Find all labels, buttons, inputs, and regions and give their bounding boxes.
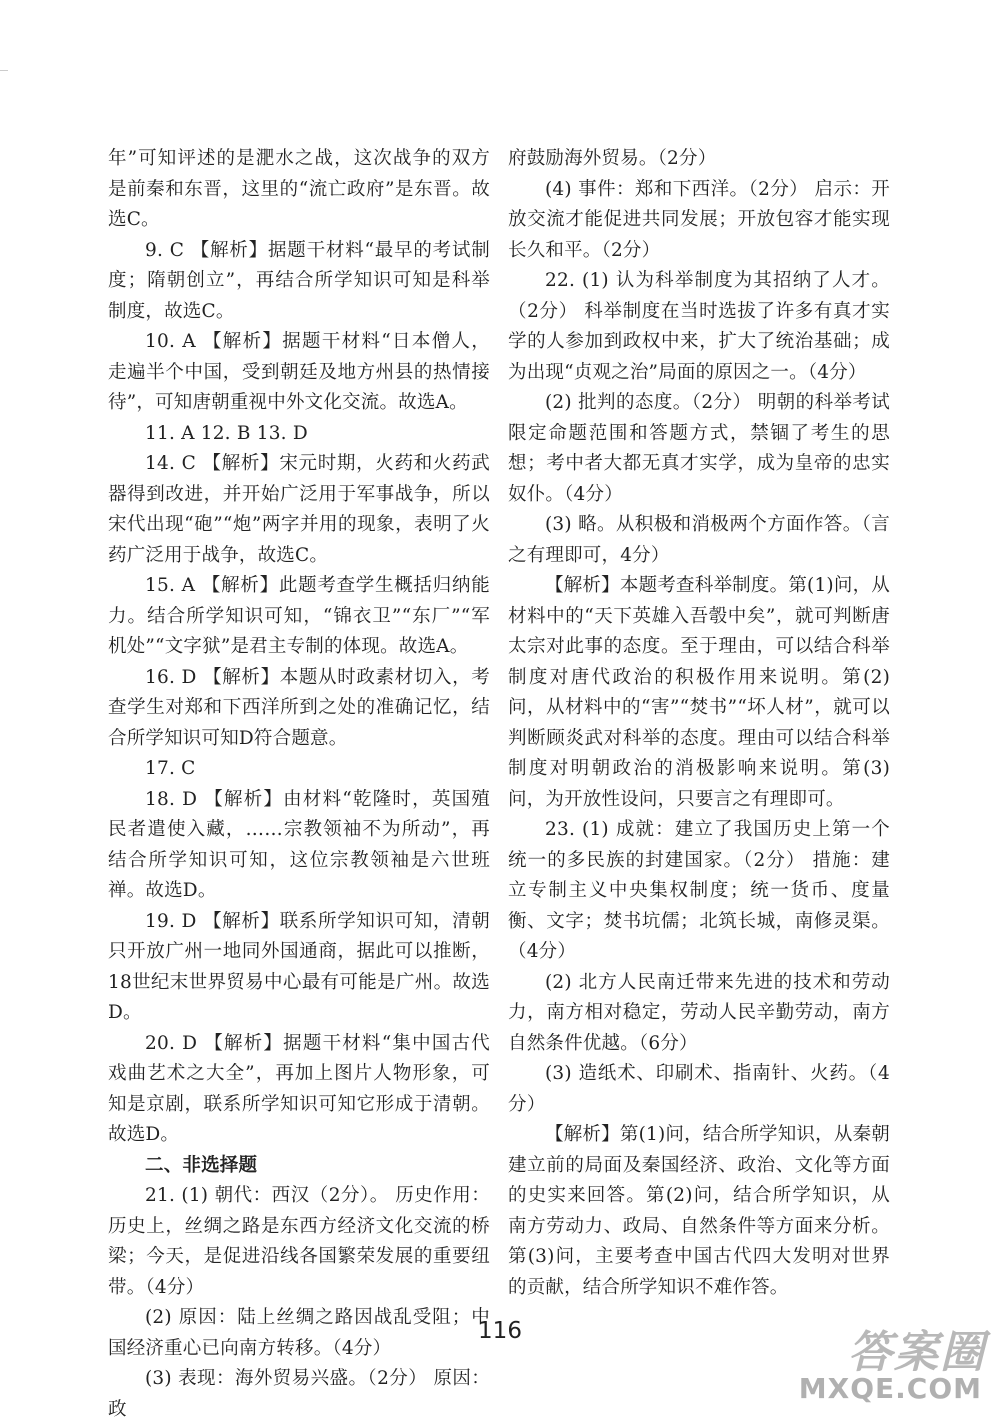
left-column (108, 144, 490, 1425)
answer-paragraph: 14. C 【解析】宋元时期，火药和火药武器得到改进，并开始广泛用于军事战争，所以宋代出现“砲”“炮”两字并用的现象，表明了火药广泛用于战争，故选C。 (108, 453, 490, 566)
answer-paragraph: (2) 原因：陆上丝绸之路因战乱受阻；中国经济重心已向南方转移。（4分） (108, 1307, 490, 1359)
answer-paragraph: 【解析】第(1)问，结合所学知识，从秦朝建立前的局面及秦国经济、政治、文化等方面的史实来回答。第(2)问，结合所学知识，从南方劳动力、政局、自然条件等方面来分析。第(3)问，主要考查中国古代四大发明对世界的贡献，结合所学知识不难作答。 (508, 1124, 890, 1298)
answer-paragraph: 17. C (145, 758, 196, 779)
section-heading: 二、非选择题 (145, 1154, 258, 1176)
answer-paragraph: 9. C 【解析】据题干材料“最早的考试制度；隋朝创立”，再结合所学知识可知是科举制度，故选C。 (108, 239, 490, 322)
page-number: 116 (478, 1318, 522, 1344)
answer-paragraph: 16. D 【解析】本题从时政素材切入，考查学生对郑和下西洋所到之处的准确记忆，结合所学知识可知D符合题意。 (108, 666, 490, 749)
answer-paragraph: 18. D 【解析】由材料“乾隆时，英国殖民者遣使入藏，……宗教领袖不为所动”，再结合所学知识可知，这位宗教领袖是六世班禅。故选D。 (108, 788, 490, 901)
watermark-logo (796, 1316, 986, 1416)
answer-paragraph: 21. (1) 朝代：西汉（2分）。 历史作用：历史上，丝绸之路是东西方经济文化交流的桥梁；今天，是促进沿线各国繁荣发展的重要纽带。（4分） (108, 1185, 490, 1298)
right-column (508, 144, 890, 1303)
answer-paragraph: (2) 批判的态度。（2分） 明朝的科举考试限定命题范围和答题方式，禁锢了考生的思想；考中者大都无真才实学，成为皇帝的忠实奴仆。（4分） (508, 392, 890, 505)
answer-paragraph: 20. D 【解析】据题干材料“集中国古代戏曲艺术之大全”，再加上图片人物形象，可知是京剧，联系所学知识可知它形成于清朝。故选D。 (108, 1032, 490, 1145)
answer-paragraph: (3) 略。从积极和消极两个方面作答。（言之有理即可，4分） (508, 514, 890, 566)
answer-paragraph: 府鼓励海外贸易。（2分） (508, 148, 717, 169)
answer-paragraph: 23. (1) 成就：建立了我国历史上第一个统一的多民族的封建国家。（2分） 措施：建立专制主义中央集权制度；统一货币、度量衡、文字；焚书坑儒；北筑长城，南修灵渠。（4分） (508, 819, 890, 962)
answer-paragraph: 19. D 【解析】联系所学知识可知，清朝只开放广州一地同外国通商，据此可以推断，18世纪末世界贸易中心最有可能是广州。故选D。 (108, 910, 490, 1023)
answer-paragraph: 【解析】本题考查科举制度。第(1)问，从材料中的“天下英雄入吾彀中矣”，就可判断唐太宗对此事的态度。至于理由，可以结合科举制度对唐代政治的积极作用来说明。第(2)问，从材料中的“害”“焚书”“坏人材”，就可以判断顾炎武对科举的态度。理由可以结合科举制度对明朝政治的消极影响来说明。第(3)问，为开放性设问，只要言之有理即可。 (508, 575, 890, 810)
watermark-url: MXQE.COM (798, 1372, 982, 1405)
answer-paragraph: 11. A 12. B 13. D (145, 422, 308, 444)
answer-paragraph: 年”可知评述的是淝水之战，这次战争的双方是前秦和东晋，这里的“流亡政府”是东晋。故选C。 (108, 148, 490, 230)
answer-paragraph: (2) 北方人民南迁带来先进的技术和劳动力，南方相对稳定，劳动人民辛勤劳动，南方自然条件优越。（6分） (508, 971, 890, 1054)
answer-paragraph: 22. (1) 认为科举制度为其招纳了人才。（2分） 科举制度在当时选拔了许多有真才实学的人参加到政权中来，扩大了统治基础；成为出现“贞观之治”局面的原因之一。（4分） (508, 270, 890, 383)
watermark-title: 答案圈 (848, 1327, 986, 1378)
answer-paragraph: 10. A 【解析】据题干材料“日本僧人，走遍半个中国，受到朝廷及地方州县的热情接待”，可知唐朝重视中外文化交流。故选A。 (108, 331, 490, 413)
answer-paragraph: (3) 表现：海外贸易兴盛。（2分） 原因：政 (108, 1368, 490, 1420)
answer-paragraph: (4) 事件：郑和下西洋。（2分） 启示：开放交流才能促进共同发展；开放包容才能实现长久和平。（2分） (508, 178, 890, 261)
answer-paragraph: 15. A 【解析】此题考查学生概括归纳能力。结合所学知识可知，“锦衣卫”“东厂”“军机处”“文字狱”是君主专制的体现。故选A。 (108, 575, 490, 657)
scan-edge-mark (0, 70, 8, 71)
answer-paragraph: (3) 造纸术、印刷术、指南针、火药。（4分） (508, 1063, 890, 1115)
